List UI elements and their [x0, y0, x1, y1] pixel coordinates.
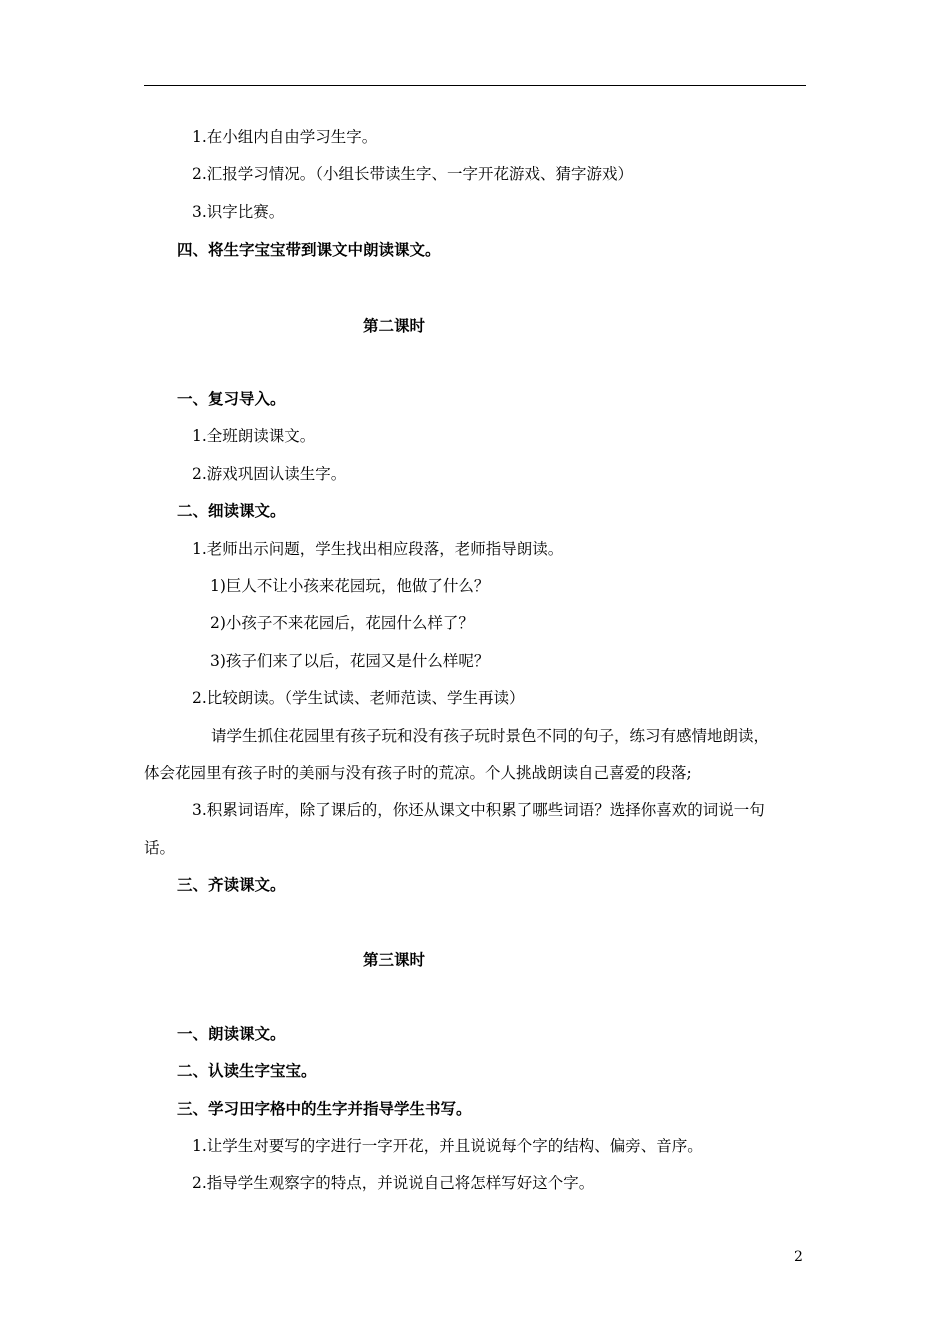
- section-heading: 二、认读生字宝宝。: [177, 1061, 317, 1080]
- question-line: 3)孩子们来了以后，花园又是什么样呢？: [210, 652, 490, 670]
- section-heading: 一、朗读课文。: [177, 1024, 286, 1043]
- page-number: 2: [794, 1249, 803, 1265]
- step-line: 2.指导学生观察字的特点，并说说自己将怎样写好这个字。: [192, 1174, 595, 1192]
- step-line: 1.老师出示问题，学生找出相应段落，老师指导朗读。: [192, 540, 564, 558]
- paragraph-line: 体会花园里有孩子时的美丽与没有孩子时的荒凉。个人挑战朗读自己喜爱的段落;: [144, 764, 692, 782]
- section-heading: 一、复习导入。: [177, 389, 286, 408]
- step-line: 2.汇报学习情况。（小组长带读生字、一字开花游戏、猜字游戏）: [192, 165, 634, 183]
- lesson-title: 第三课时: [362, 950, 425, 969]
- step-line: 1.全班朗读课文。: [192, 427, 316, 445]
- step-line: 2.比较朗读。（学生试读、老师范读、学生再读）: [192, 689, 525, 707]
- step-line: 1.让学生对要写的字进行一字开花，并且说说每个字的结构、偏旁、音序。: [192, 1137, 703, 1155]
- step-line: 3.识字比赛。: [192, 203, 285, 221]
- step-line: 2.游戏巩固认读生字。: [192, 465, 347, 483]
- step-line: 1.在小组内自由学习生字。: [192, 128, 378, 146]
- question-line: 1)巨人不让小孩来花园玩，他做了什么？: [210, 577, 490, 595]
- section-heading: 三、学习田字格中的生字并指导学生书写。: [177, 1099, 472, 1118]
- lesson-title: 第二课时: [362, 316, 425, 335]
- section-heading: 四、将生字宝宝带到课文中朗读课文。: [177, 240, 441, 259]
- step-line: 3.积累词语库，除了课后的，你还从课文中积累了哪些词语？选择你喜欢的词说一句: [192, 801, 765, 819]
- question-line: 2)小孩子不来花园后，花园什么样了？: [210, 614, 474, 632]
- paragraph-line: 请学生抓住花园里有孩子玩和没有孩子玩时景色不同的句子，练习有感情地朗读，: [211, 727, 770, 745]
- paragraph-line: 话。: [144, 839, 176, 857]
- header-rule: [144, 85, 806, 86]
- section-heading: 二、细读课文。: [177, 501, 286, 520]
- section-heading: 三、齐读课文。: [177, 875, 286, 894]
